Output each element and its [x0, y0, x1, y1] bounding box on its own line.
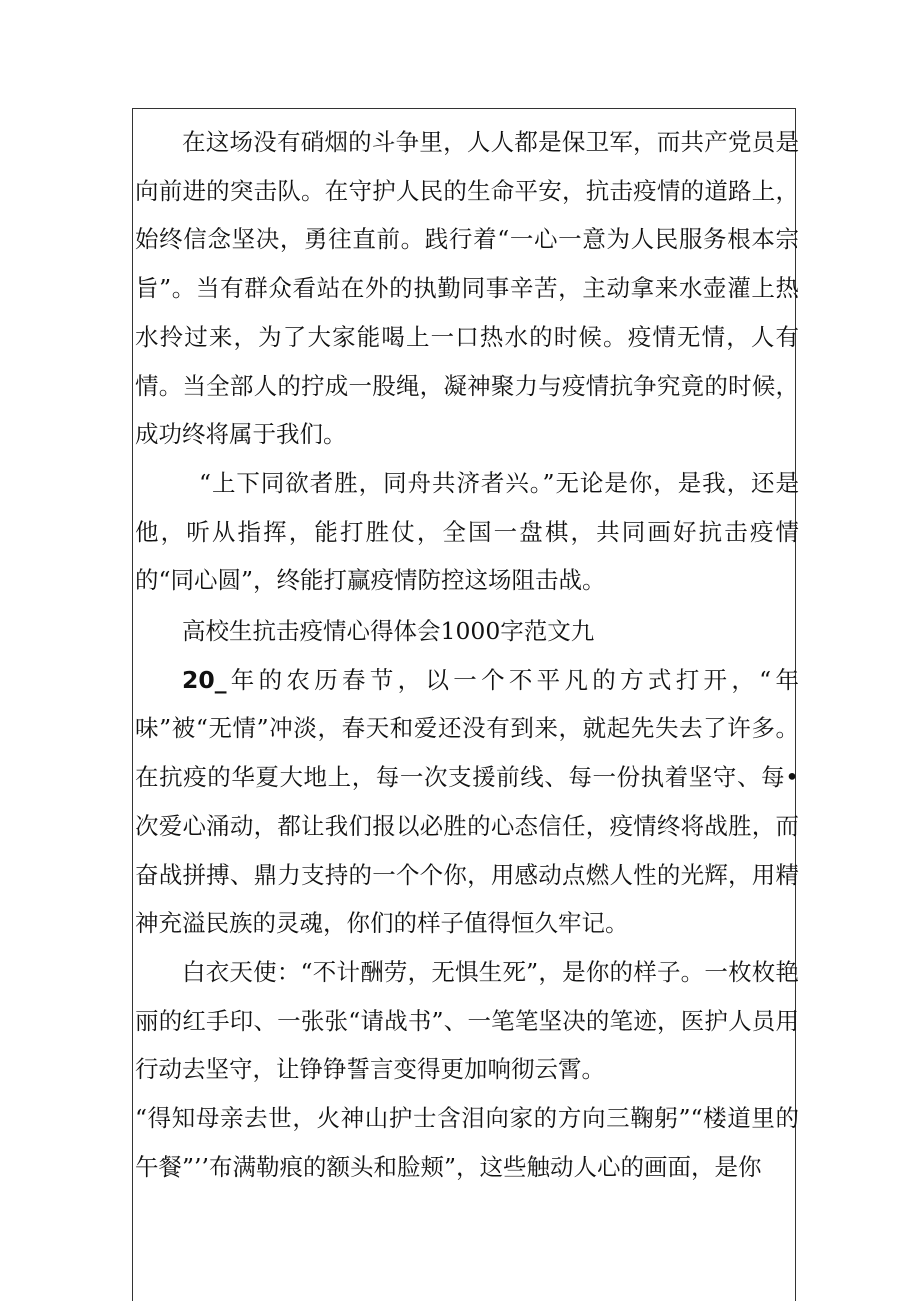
- paragraph-4: 白衣天使：“不计酬劳，无惧生死”，是你的样子。一枚枚艳丽的红手印、一张张“请战书”、一笔笔坚决的笔迹，医护人员用行动去坚守，让铮铮誓言变得更加响彻云霄。: [135, 957, 799, 1084]
- paragraph-1: 在这场没有硝烟的斗争里，人人都是保卫军，而共产党员是向前进的突击队。在守护人民的生命平安，抗击疫情的道路上，始终信念坚决，勇往直前。践行着“一心一意为人民服务根本宗旨”。当有群众看站在外的执勤同事辛苦，主动拿来水壶灌上热水拎过来，为了大家能喝上一口热水的时候。疫情无情，人有情。当全部人的拧成一股绳，凝神聚力与疫情抗争究竟的时候，成功终将属于我们。: [135, 128, 799, 449]
- paragraph-3-year: 20_: [182, 665, 227, 694]
- paragraph-3: [135, 656, 799, 948]
- document-body: [135, 118, 799, 1191]
- paragraph-5: “得知母亲去世，火神山护士含泪向家的方向三鞠躬”“楼道里的午餐”’’布满勒痕的额头和脸颊”，这些触动人心的画面，是你: [135, 1104, 799, 1181]
- paragraph-2: “上下同欲者胜，同舟共济者兴。”无论是你，是我，还是他，听从指挥，能打胜仗，全国一盘棋，共同画好抗击疫情的“同心圆”，终能打赢疫情防控这场阻击战。: [135, 468, 799, 595]
- section-heading: 高校生抗击疫情心得体会1000字范文九: [182, 617, 595, 646]
- paragraph-3-text: 年的农历春节，以一个不平凡的方式打开，“年味”被“无情”冲淡，春天和爱还没有到来，就起先失去了许多。在抗疫的华夏大地上，每一次支援前线、每一份执着坚守、每•次爱心涌动，都让我们报以必胜的心态信任，疫情终将战胜，而奋战拼搏、鼎力支持的一个个你，用感动点燃人性的光辉，用精神充溢民族的灵魂，你们的样子值得恒久牢记。: [135, 665, 799, 938]
